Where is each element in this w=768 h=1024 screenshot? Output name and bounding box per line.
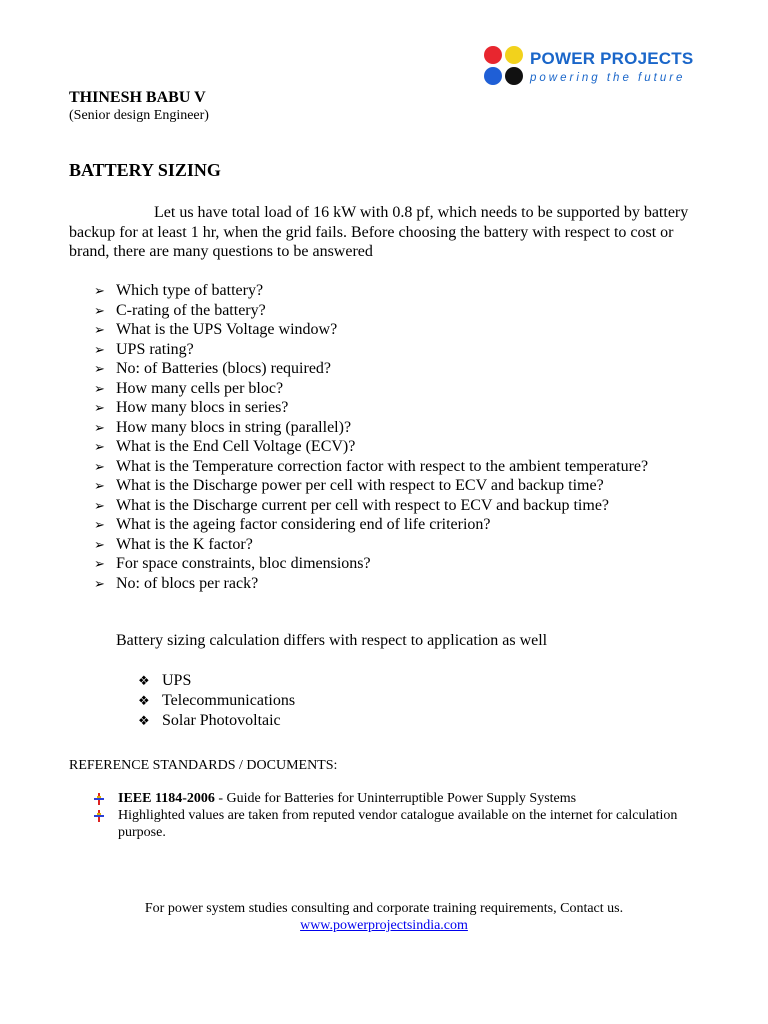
question-text: What is the ageing factor considering end of life criterion? (116, 516, 491, 533)
question-item (94, 379, 694, 399)
logo-tagline: powering the future (530, 72, 686, 84)
application-item (138, 691, 295, 711)
arrow-bullet-icon: ➢ (94, 517, 105, 532)
arrow-bullet-icon: ➢ (94, 380, 105, 396)
diamond-bullet-icon: ❖ (138, 673, 150, 688)
application-item (138, 711, 295, 731)
applications-list (138, 671, 295, 731)
arrow-bullet-icon: ➢ (94, 458, 105, 474)
question-text: How many blocs in series? (116, 399, 289, 416)
arrow-bullet-icon: ➢ (94, 536, 105, 552)
arrow-bullet-icon: ➢ (94, 497, 105, 513)
reference-item (92, 807, 682, 841)
question-item (94, 457, 694, 477)
logo-dot-red (484, 46, 502, 64)
question-item (94, 418, 694, 438)
intro-paragraph: Let us have total load of 16 kW with 0.8 pf, which needs to be supported by battery backup for at least 1 hr, when the grid fails. Before choosing the battery with respect to cost or brand, there are many questions to be answered (69, 204, 689, 260)
question-item (94, 535, 694, 555)
diamond-bullet-icon: ❖ (138, 713, 150, 728)
question-text: Which type of battery? (116, 282, 264, 299)
arrow-bullet-icon: ➢ (94, 361, 105, 376)
footer-text: For power system studies consulting and corporate training requirements, Contact us. (144, 901, 624, 916)
question-item (94, 340, 694, 360)
website-link[interactable]: www.powerprojectsindia.com (300, 918, 468, 933)
question-text: What is the Discharge current per cell with respect to ECV and backup time? (116, 496, 610, 514)
reference-text: - Guide for Batteries for Uninterruptible Power Supply Systems (214, 791, 577, 806)
question-item (94, 359, 694, 379)
reference-standard: IEEE 1184-2006 (118, 791, 215, 806)
arrow-bullet-icon: ➢ (94, 556, 105, 571)
arrow-bullet-icon: ➢ (94, 400, 105, 415)
reference-text: Highlighted values are taken from reputed vendor catalogue available on the internet for calculation purpose. (118, 808, 678, 840)
application-text: Solar Photovoltaic (162, 712, 281, 729)
author-name: THINESH BABU V (69, 89, 206, 106)
question-text: No: of blocs per rack? (116, 574, 259, 592)
question-text: What is the End Cell Voltage (ECV)? (116, 438, 356, 455)
logo-brand: POWER PROJECTS (530, 49, 694, 68)
question-item (94, 320, 694, 340)
questions-list (94, 281, 694, 593)
question-item (94, 496, 694, 516)
arrow-bullet-icon: ➢ (94, 341, 105, 357)
diamond-bullet-icon: ❖ (138, 693, 150, 708)
arrow-bullet-icon: ➢ (94, 439, 105, 454)
question-text: For space constraints, bloc dimensions? (116, 555, 371, 572)
question-item (94, 437, 694, 457)
question-item (94, 476, 694, 496)
question-text: No: of Batteries (blocs) required? (116, 360, 332, 377)
application-text: UPS (162, 672, 192, 689)
question-text: C-rating of the battery? (116, 301, 266, 319)
question-text: How many blocs in string (parallel)? (116, 418, 352, 436)
arrow-bullet-icon: ➢ (94, 283, 105, 298)
question-item (94, 515, 694, 535)
question-item (94, 281, 694, 301)
arrow-bullet-icon: ➢ (94, 478, 105, 493)
company-logo (484, 44, 704, 90)
question-text: What is the Temperature correction factor with respect to the ambient temperature? (116, 457, 649, 475)
logo-dot-blue (484, 67, 502, 85)
arrow-bullet-icon: ➢ (94, 302, 105, 318)
question-text: How many cells per bloc? (116, 379, 284, 397)
page-title: BATTERY SIZING (69, 160, 221, 180)
footer (0, 901, 768, 934)
author-role: (Senior design Engineer) (69, 108, 209, 123)
question-item (94, 398, 694, 418)
references-heading: REFERENCE STANDARDS / DOCUMENTS: (69, 758, 338, 773)
calc-text: Battery sizing calculation differs with respect to application as well (116, 632, 548, 649)
question-item (94, 574, 694, 594)
question-text: UPS rating? (116, 340, 194, 358)
references-list (92, 790, 682, 841)
arrow-bullet-icon: ➢ (94, 322, 105, 337)
question-text: What is the UPS Voltage window? (116, 321, 338, 338)
question-text: What is the Discharge power per cell with respect to ECV and backup time? (116, 477, 604, 494)
application-text: Telecommunications (162, 692, 296, 709)
arrow-bullet-icon: ➢ (94, 575, 105, 591)
pushpin-bullet-icon (92, 810, 106, 822)
question-item (94, 301, 694, 321)
application-item (138, 671, 295, 691)
question-text: What is the K factor? (116, 535, 253, 553)
question-item (94, 554, 694, 574)
reference-item (92, 790, 682, 807)
arrow-bullet-icon: ➢ (94, 419, 105, 435)
pushpin-bullet-icon (92, 793, 106, 805)
logo-dot-yellow (505, 46, 523, 64)
logo-dot-black (505, 67, 523, 85)
